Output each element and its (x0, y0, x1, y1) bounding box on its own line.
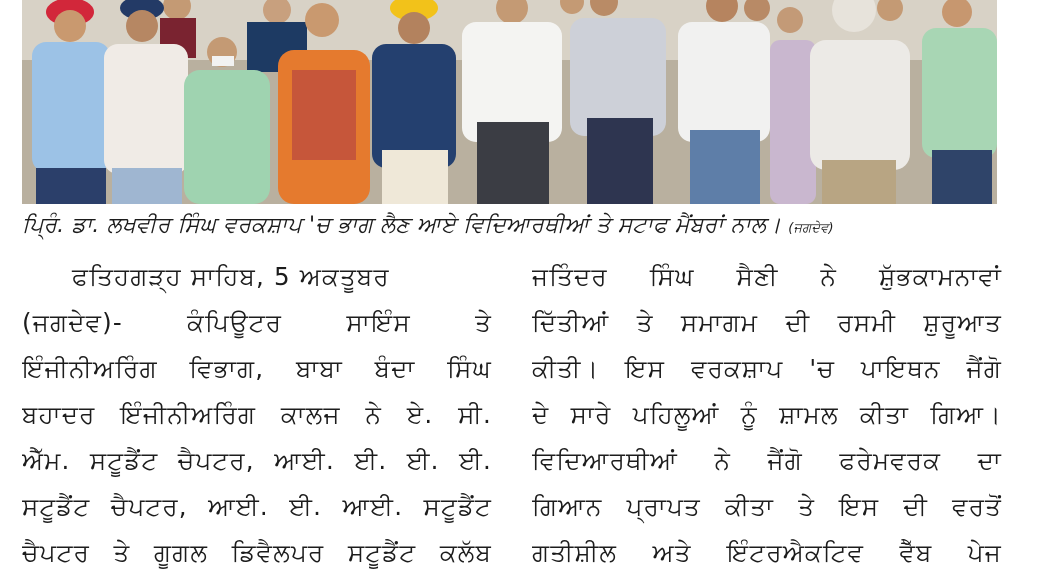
article-line: ਚੈਪਟਰ ਤੇ ਗੂਗਲ ਡਿਵੈਲਪਰ ਸਟੂਡੈਂਟ ਕਲੱਬ (22, 538, 492, 567)
article-line: ਬਹਾਦਰ ਇੰਜੀਨੀਅਰਿੰਗ ਕਾਲਜ ਨੇ ਏ. ਸੀ. (22, 400, 492, 429)
article-line: (ਜਗਦੇਵ)- ਕੰਪਿਊਟਰ ਸਾਇੰਸ ਤੇ (22, 308, 492, 337)
article-column-right (532, 254, 1002, 576)
group-photo-illustration (22, 0, 997, 204)
article-line: ਸਟੂਡੈਂਟ ਚੈਪਟਰ, ਆਈ. ਈ. ਆਈ. ਸਟੂਡੈਂਟ (22, 492, 492, 521)
article-line: ਐੱਮ. ਸਟੂਡੈਂਟ ਚੈਪਟਰ, ਆਈ. ਈ. ਈ. ਈ. (22, 446, 492, 475)
article-line: ਇੰਜੀਨੀਅਰਿੰਗ ਵਿਭਾਗ, ਬਾਬਾ ਬੰਦਾ ਸਿੰਘ (22, 354, 492, 383)
group-photo (22, 0, 997, 204)
article-line: ਗਿਆਨ ਪ੍ਰਾਪਤ ਕੀਤਾ ਤੇ ਇਸ ਦੀ ਵਰਤੋਂ (532, 492, 1002, 521)
article-line: ਦੇ ਸਾਰੇ ਪਹਿਲੂਆਂ ਨੂੰ ਸ਼ਾਮਲ ਕੀਤਾ ਗਿਆ। (532, 400, 1002, 429)
article-line: ਜਤਿੰਦਰ ਸਿੰਘ ਸੈਣੀ ਨੇ ਸ਼ੁੱਭਕਾਮਨਾਵਾਂ (532, 262, 1002, 291)
article-line: ਫਤਿਹਗੜ੍ਹ ਸਾਹਿਬ, 5 ਅਕਤੂਬਰ (72, 262, 390, 291)
article-line: ਗਤੀਸ਼ੀਲ ਅਤੇ ਇੰਟਰਐਕਟਿਵ ਵੈੱਬ ਪੇਜ (532, 538, 1002, 567)
caption-text: ਪ੍ਰਿੰ. ਡਾ. ਲਖਵੀਰ ਸਿੰਘ ਵਰਕਸ਼ਾਪ 'ਚ ਭਾਗ ਲੈਣ ਆਏ ਵਿਦਿਆਰਥੀਆਂ ਤੇ ਸਟਾਫ ਮੈਂਬਰਾਂ ਨਾਲ। (22, 213, 781, 238)
article-line: ਦਿੱਤੀਆਂ ਤੇ ਸਮਾਗਮ ਦੀ ਰਸਮੀ ਸ਼ੁਰੂਆਤ (532, 308, 1002, 337)
article-line: ਵਿਦਿਆਰਥੀਆਂ ਨੇ ਜੈਂਗੋ ਫਰੇਮਵਰਕ ਦਾ (532, 446, 1002, 475)
article-line: ਕੀਤੀ। ਇਸ ਵਰਕਸ਼ਾਪ 'ਚ ਪਾਇਥਨ ਜੈਂਗੋ (532, 354, 1002, 383)
photo-caption (22, 211, 1022, 241)
caption-credit: (ਜਗਦੇਵ) (788, 221, 834, 236)
article-column-left (22, 254, 492, 576)
